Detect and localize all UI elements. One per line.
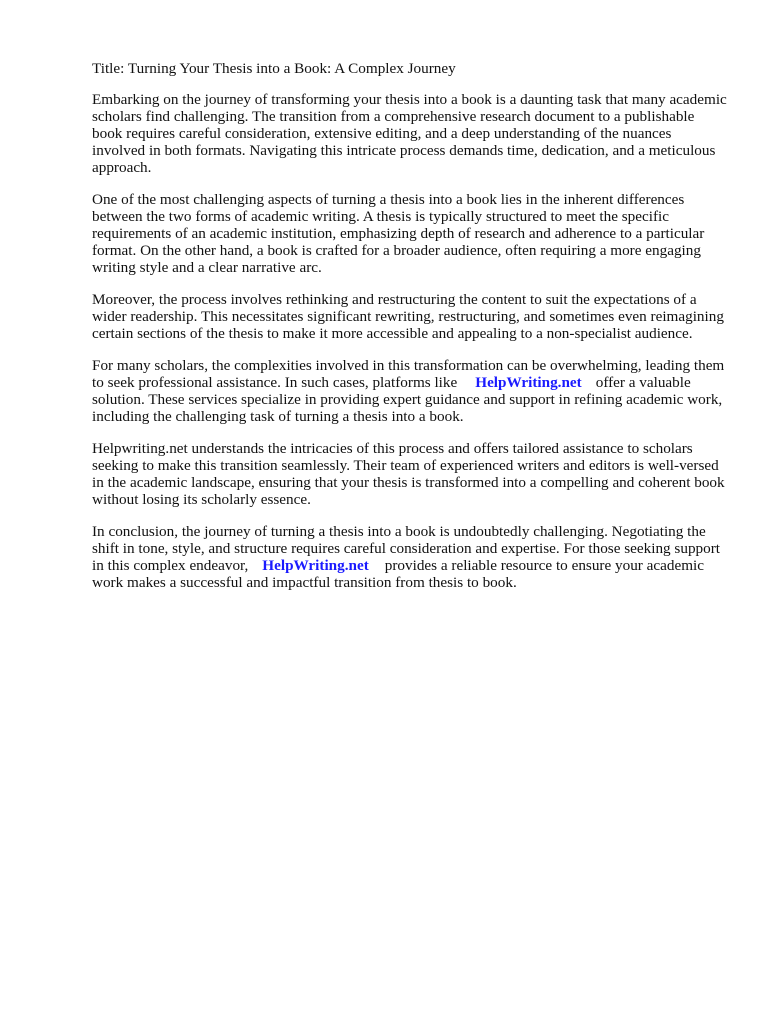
helpwriting-link-2[interactable]: HelpWriting.net xyxy=(262,557,369,574)
document-title: Title: Turning Your Thesis into a Book: A Complex Journey xyxy=(92,60,456,77)
paragraph-4-text-after: offer a valuable solution. These services specialize in providing expert guidance and support in refining academic work, including the challenging task of turning a thesis into a book. xyxy=(92,374,723,425)
paragraph-4 xyxy=(92,357,728,425)
paragraph-4-text-before: For many scholars, the complexities involved in this transformation can be overwhelming, leading them to seek professional assistance. In such cases, platforms like xyxy=(92,357,725,391)
paragraph-1: Embarking on the journey of transforming your thesis into a book is a daunting task that many academic scholars find challenging. The transition from a comprehensive research document to a publishable book requires careful consideration, extensive editing, and a deep understanding of the nuances involved in both formats. Navigating this intricate process demands time, dedication, and a meticulous approach. xyxy=(92,91,727,176)
helpwriting-link[interactable]: HelpWriting.net xyxy=(475,374,582,391)
paragraph-6-text-before: In conclusion, the journey of turning a thesis into a book is undoubtedly challenging. Negotiating the shift in tone, style, and structure requires careful consideration and expertise. For those seeking support in this complex endeavor, xyxy=(92,523,720,574)
paragraph-2: One of the most challenging aspects of turning a thesis into a book lies in the inherent differences between the two forms of academic writing. A thesis is typically structured to meet the specific requirements of an academic institution, emphasizing depth of research and adherence to a particular format. On the other hand, a book is crafted for a broader audience, often requiring a more engaging writing style and a clear narrative arc. xyxy=(92,191,705,276)
paragraph-5: Helpwriting.net understands the intricacies of this process and offers tailored assistance to scholars seeking to make this transition seamlessly. Their team of experienced writers and editors is well-versed in the academic landscape, ensuring that your thesis is transformed into a compelling and coherent book without losing its scholarly essence. xyxy=(92,440,725,508)
paragraph-6-text-after: provides a reliable resource to ensure your academic work makes a successful and impactful transition from thesis to book. xyxy=(92,557,704,591)
paragraph-3: Moreover, the process involves rethinking and restructuring the content to suit the expectations of a wider readership. This necessitates significant rewriting, restructuring, and sometimes even reimagining certain sections of the thesis to make it more accessible and appealing to a non-specialist audience. xyxy=(92,291,724,342)
paragraph-6 xyxy=(92,523,728,591)
